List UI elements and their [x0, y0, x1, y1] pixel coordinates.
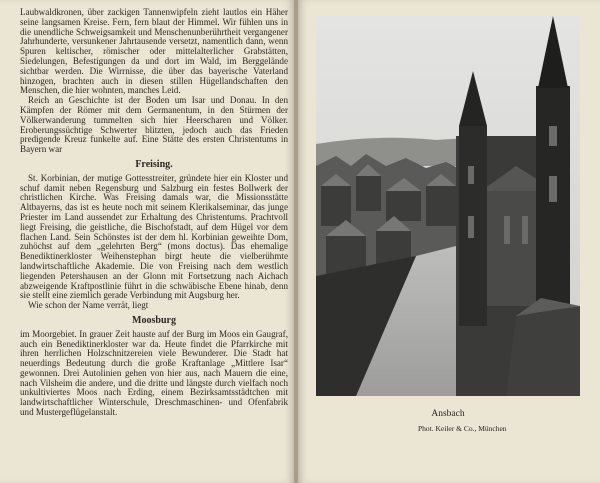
photo-caption: Ansbach [431, 409, 465, 419]
right-page [298, 0, 600, 483]
left-page [0, 0, 294, 483]
intro-paragraph: Laubwaldkronen, über zackigen Tannenwipfeln zieht lautlos ein Häher seine langsamen Kreise. Fern, fern blaut der Himmel. Wir fühlen uns in die unendliche Schweigsamkeit und Menschenunberührtheit vergangener Jahrhunderte, versunkener Jahrtausende versetzt, namentlich dann, wenn Spuren keltischer, römischer oder mittelalterlicher Grabstätten, Siedelungen, Befestigungen da und dort im Wald, im Berggelände sichtbar werden. Die Wirrnisse, die über das bayerische Vaterland hinzogen, brachten auch in diesen stillen Hügellandschaften den Menschen, die hier wohnten, manches Leid. [20, 7, 288, 96]
moosburg-heading: Moosburg [132, 314, 176, 326]
photo-illustration [316, 16, 580, 396]
freising-transition: Wie schon der Name verrät, liegt [28, 300, 149, 311]
photo-ansbach [316, 16, 580, 396]
freising-heading: Freising. [135, 158, 173, 170]
photo-credit: Phot. Keiler & Co., München [418, 424, 507, 433]
freising-paragraph: St. Korbinian, der mutige Gottesstreiter, gründete hier ein Kloster und schuf damit neben Regensburg und Salzburg ein festes Bollwerk der christlichen Kirche. Was Freising damals war, die Missionsstätte Altbayerns, das ist es heute noch mit seinem Klerikalseminar, das junge Priester im Land aussendet zur Erhaltung des Christentums. Prachtvoll liegt Freising, die geistliche, die Bischofstadt, auf dem Hügel vor dem flachen Land. Sein Schönstes ist der dem hl. Korbinian geweihte Dom, zuhöchst auf dem „gelehrten Berg“ (mons doctus). Das ehemalige Benediktinerkloster Weihenstephan birgt heute die vielberühmte landwirtschaftliche Akademie. Die von Freising nach dem westlich liegenden Petershausen an der Glonn mit Fortsetzung nach Aichach abzweigende Kraftpostlinie führt in die schwäbische Ebene hinab, denn sie stellt eine ziemlich gerade Verbindung mit Augsburg her. [20, 172, 288, 301]
right-buildings [506, 306, 580, 396]
moosburg-paragraph: im Moorgebiet. In grauer Zeit hauste auf der Burg im Moos ein Gaugraf, auch ein Benediktinerkloster war da. Heute findet die Pfarrkirche mit ihren herrlichen Holzschnitzereien viele Bewunderer. Die Stadt hat neuerdings Bedeutung durch die große Kraftanlage „Mittlere Isar“ gewonnen. Drei Autolinien gehen von hier aus, nach Mauern die eine, nach Vilsheim die andere, und die dritte und längste durch vielfach noch unkultiviertes Moos nach Erding, einem Bezirksamtsstädtchen mit landwirtschaftlicher Winterschule, Dreschmaschinen- und Ofenfabrik und Mustergeflügelanstalt. [20, 328, 288, 418]
body-text [20, 8, 288, 418]
history-paragraph: Reich an Geschichte ist der Boden um Isar und Donau. In den Kämpfen der Römer mit dem Germanentum, in den Stürmen der Völkerwanderung tummelten sich hier Heerscharen und Völker. Eroberungssüchtige Schwerter blitzten, jedoch auch das Frieden predigende Kreuz funkelte auf. Eine Stätte des ersten Christentums in Bayern war [20, 95, 288, 155]
